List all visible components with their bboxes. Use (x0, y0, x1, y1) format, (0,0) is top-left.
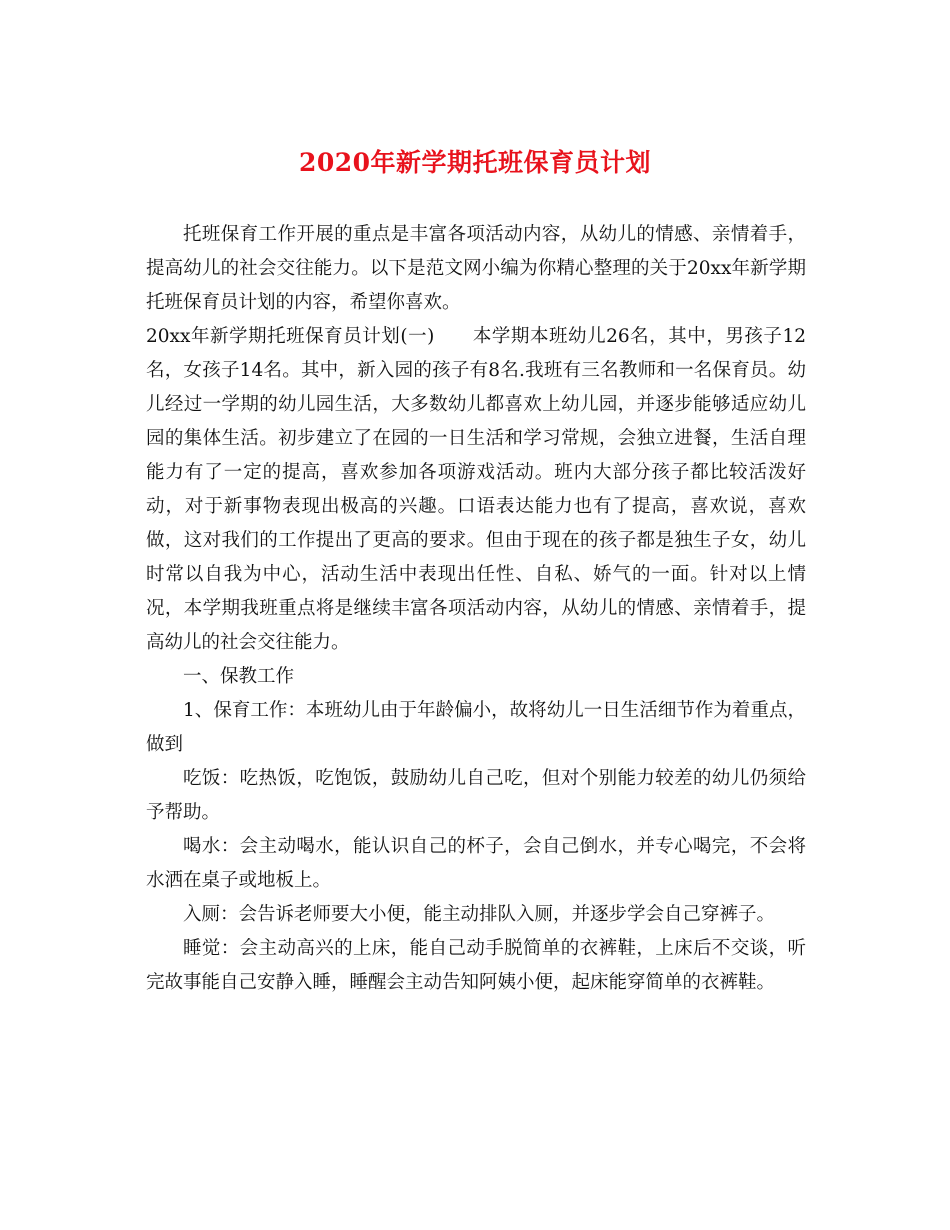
section-body: 本学期本班幼儿26名，其中，男孩子12名，女孩子14名。其中，新入园的孩子有8名.我班有三名教师和一名保育员。幼儿经过一学期的幼儿园生活，大多数幼儿都喜欢上幼儿园，并逐步能够适应幼儿园的集体生活。初步建立了在园的一日生活和学习常规，会独立进餐，生活自理能力有了一定的提高，喜欢参加各项游戏活动。班内大部分孩子都比较活泼好动，对于新事物表现出极高的兴趣。口语表达能力也有了提高，喜欢说，喜欢做，这对我们的工作提出了更高的要求。但由于现在的孩子都是独生子女，幼儿时常以自我为中心，活动生活中表现出任性、自私、娇气的一面。针对以上情况，本学期我班重点将是继续丰富各项活动内容，从幼儿的情感、亲情着手，提高幼儿的社会交往能力。 (146, 326, 806, 653)
heading-care-work: 一、保教工作 (183, 666, 295, 687)
paragraph-sleeping: 睡觉：会主动高兴的上床，能自己动手脱简单的衣裤鞋，上床后不交谈，听完故事能自己安静入睡，睡醒会主动告知阿姨小便，起床能穿简单的衣裤鞋。 (146, 938, 806, 993)
section-heading: 20xx年新学期托班保育员计划(一) (146, 326, 435, 347)
paragraph-eating: 吃饭：吃热饭，吃饱饭，鼓励幼儿自己吃，但对个别能力较差的幼儿仍须给予帮助。 (146, 768, 806, 823)
document-title: 2020年新学期托班保育员计划 (298, 148, 652, 177)
document-body (146, 218, 806, 1000)
paragraph-toilet: 入厕：会告诉老师要大小便，能主动排队入厕，并逐步学会自己穿裤子。 (183, 904, 776, 925)
section-paragraph (146, 320, 806, 660)
paragraph-drinking: 喝水：会主动喝水，能认识自己的杯子，会自己倒水，并专心喝完，不会将水洒在桌子或地板上。 (146, 836, 806, 891)
intro-paragraph: 托班保育工作开展的重点是丰富各项活动内容，从幼儿的情感、亲情着手，提高幼儿的社会交往能力。以下是范文网小编为你精心整理的关于20xx年新学期托班保育员计划的内容，希望你喜欢。 (146, 224, 806, 313)
item-care-work: 1、保育工作：本班幼儿由于年龄偏小，故将幼儿一日生活细节作为着重点，做到 (146, 700, 806, 755)
